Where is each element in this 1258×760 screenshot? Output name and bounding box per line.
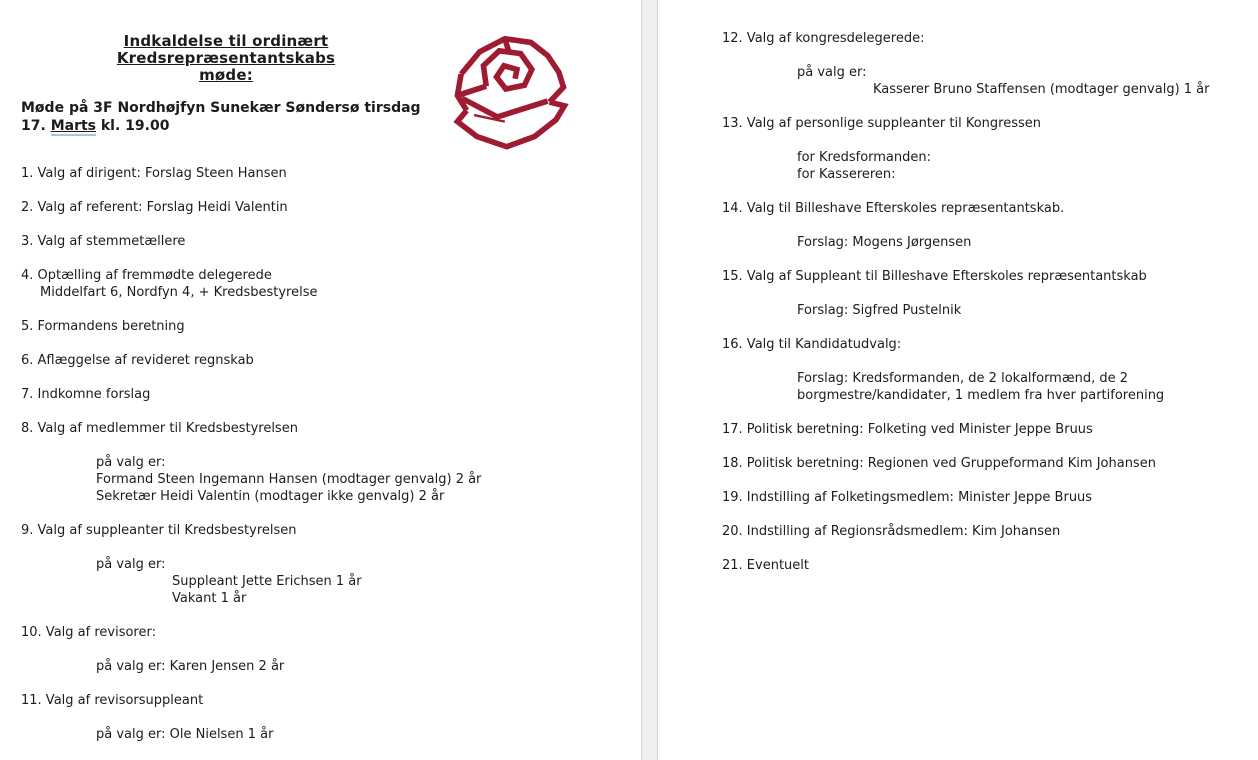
meeting-time-suffix: kl. 19.00 xyxy=(96,118,170,134)
agenda-line: på valg er: Karen Jensen 2 år xyxy=(96,659,285,674)
agenda-line: 4. Optælling af fremmødte delegerede xyxy=(21,268,272,283)
agenda-line: Kasserer Bruno Staffensen (modtager genvalg) 1 år xyxy=(873,82,1210,97)
document-title xyxy=(21,33,431,84)
agenda-line: for Kredsformanden: xyxy=(797,150,931,165)
agenda-line: 1. Valg af dirigent: Forslag Steen Hansen xyxy=(21,166,287,181)
agenda-line: 11. Valg af revisorsuppleant xyxy=(21,693,204,708)
agenda-line: Formand Steen Ingemann Hansen (modtager genvalg) 2 år xyxy=(96,472,482,487)
page-gutter xyxy=(641,0,658,760)
agenda-list-right xyxy=(722,30,1258,574)
agenda-line: for Kassereren: xyxy=(797,167,896,182)
document-title-line2: møde: xyxy=(199,66,253,84)
agenda-line: Suppleant Jette Erichsen 1 år xyxy=(172,574,362,589)
agenda-line: 6. Aflæggelse af revideret regnskab xyxy=(21,353,254,368)
agenda-list-left xyxy=(21,165,641,743)
agenda-line: 2. Valg af referent: Forslag Heidi Valentin xyxy=(21,200,288,215)
agenda-line: Forslag: Mogens Jørgensen xyxy=(797,235,972,250)
agenda-line: på valg er: xyxy=(96,557,166,572)
agenda-line: 7. Indkomne forslag xyxy=(21,387,151,402)
meeting-month-underlined: Marts xyxy=(50,118,96,134)
rose-icon xyxy=(449,26,570,152)
agenda-line: 17. Politisk beretning: Folketing ved Minister Jeppe Bruus xyxy=(722,422,1093,437)
agenda-line: Sekretær Heidi Valentin (modtager ikke genvalg) 2 år xyxy=(96,489,445,504)
agenda-line: Middelfart 6, Nordfyn 4, + Kredsbestyrelse xyxy=(40,285,318,300)
agenda-line: 16. Valg til Kandidatudvalg: xyxy=(722,337,902,352)
meeting-info-line1: Møde på 3F Nordhøjfyn Sunekær Søndersø tirsdag xyxy=(21,100,421,116)
agenda-line: 13. Valg af personlige suppleanter til Kongressen xyxy=(722,116,1042,131)
agenda-line: på valg er: xyxy=(96,455,166,470)
agenda-line: Forslag: Kredsformanden, de 2 lokalformænd, de 2 xyxy=(797,371,1129,386)
document-title-line1: Indkaldelse til ordinært Kredsrepræsentantskabs xyxy=(116,32,336,67)
agenda-line: 18. Politisk beretning: Regionen ved Gruppeformand Kim Johansen xyxy=(722,456,1156,471)
agenda-line: borgmestre/kandidater, 1 medlem fra hver partiforening xyxy=(797,388,1165,403)
page-right xyxy=(658,0,1258,760)
agenda-line: 5. Formandens beretning xyxy=(21,319,185,334)
agenda-line: Forslag: Sigfred Pustelnik xyxy=(797,303,962,318)
agenda-line: 14. Valg til Billeshave Efterskoles repræsentantskab. xyxy=(722,201,1065,216)
meeting-date-prefix: 17. xyxy=(21,118,51,134)
agenda-line: 9. Valg af suppleanter til Kredsbestyrelsen xyxy=(21,523,297,538)
agenda-line: på valg er: Ole Nielsen 1 år xyxy=(96,727,274,742)
agenda-line: på valg er: xyxy=(797,65,867,80)
agenda-line: Vakant 1 år xyxy=(172,591,247,606)
agenda-line: 19. Indstilling af Folketingsmedlem: Minister Jeppe Bruus xyxy=(722,490,1093,505)
agenda-line: 21. Eventuelt xyxy=(722,558,809,573)
agenda-line: 15. Valg af Suppleant til Billeshave Efterskoles repræsentantskab xyxy=(722,269,1147,284)
agenda-line: 10. Valg af revisorer: xyxy=(21,625,156,640)
agenda-line: 8. Valg af medlemmer til Kredsbestyrelsen xyxy=(21,421,298,436)
agenda-line: 3. Valg af stemmetællere xyxy=(21,234,186,249)
agenda-line: 12. Valg af kongresdelegerede: xyxy=(722,31,925,46)
agenda-line: 20. Indstilling af Regionsrådsmedlem: Kim Johansen xyxy=(722,524,1061,539)
